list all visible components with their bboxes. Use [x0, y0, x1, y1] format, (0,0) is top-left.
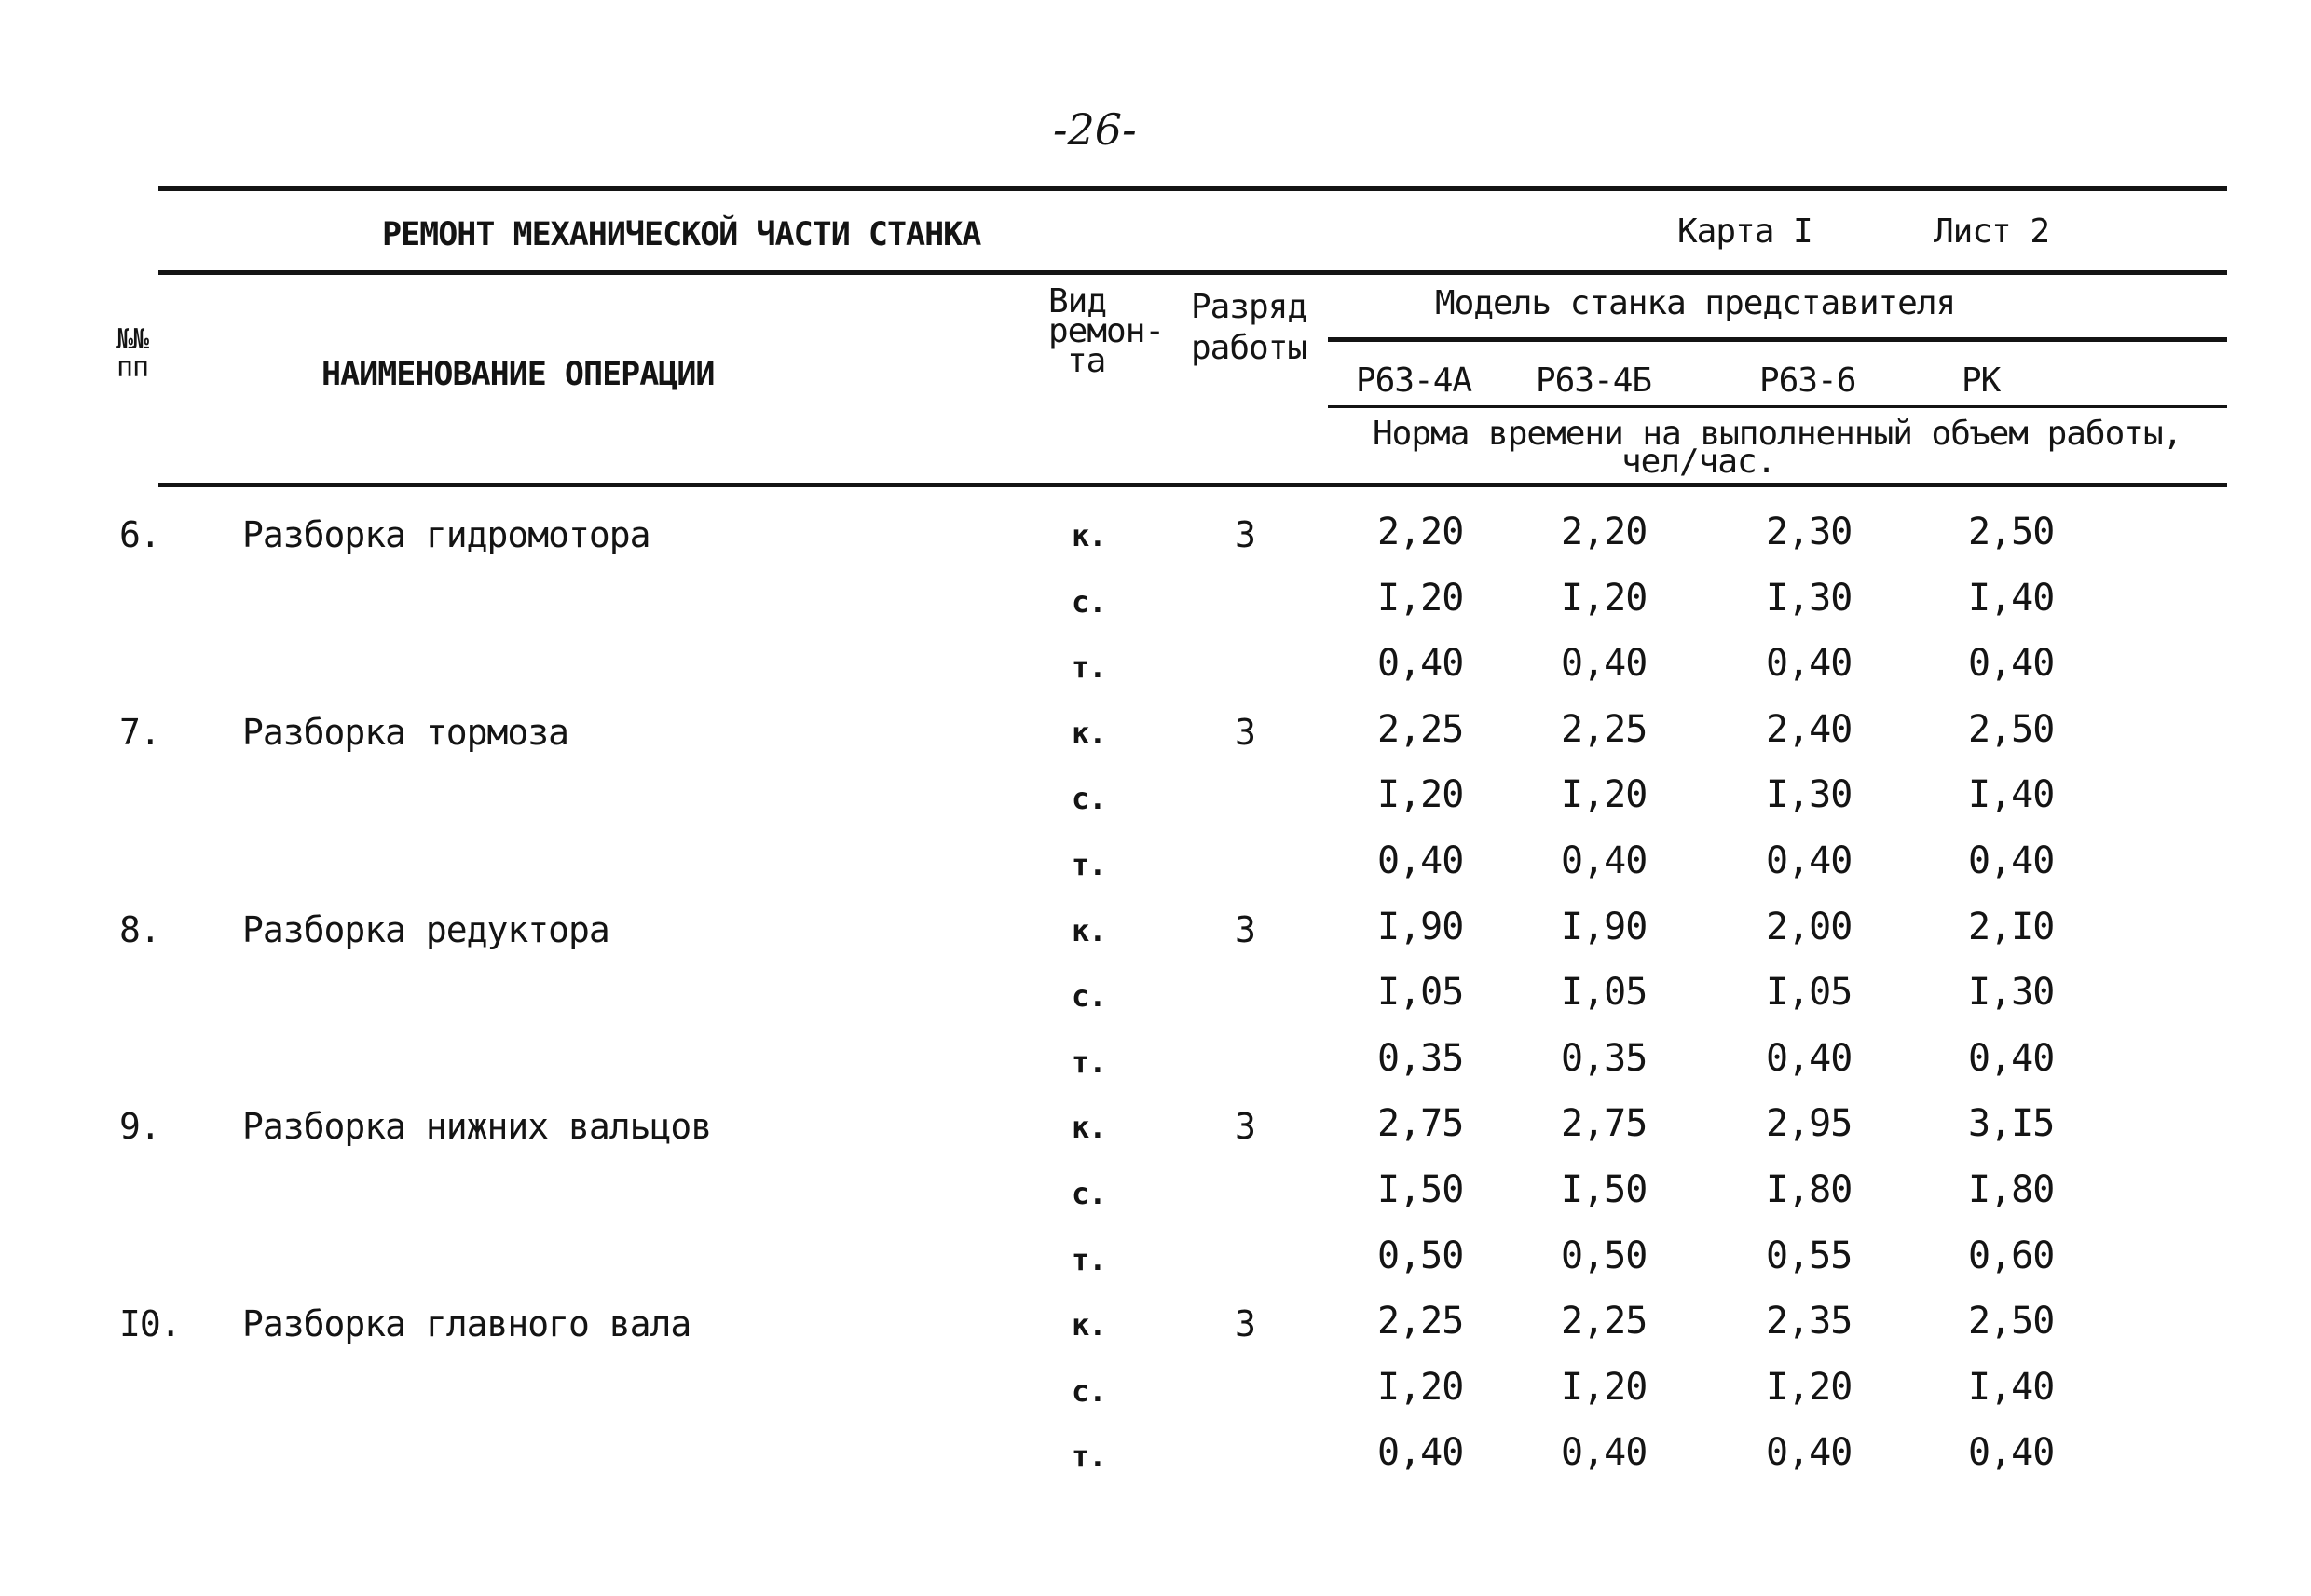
- repair-type-column-header: [1048, 282, 1165, 380]
- page-number: -26-: [1053, 104, 1137, 155]
- norm-value-model-2: I,05: [1561, 971, 1648, 1014]
- norm-header-line-1: Норма времени на выполненный объем работы,: [1373, 415, 2182, 453]
- norm-value-model-1: I,20: [1377, 1366, 1464, 1409]
- models-rule: [1328, 405, 2227, 408]
- model-group-rule: [1328, 337, 2227, 342]
- norm-value-model-3: I,80: [1766, 1168, 1853, 1211]
- repair-type: т.: [1072, 1044, 1106, 1080]
- document-title: РЕМОНТ МЕХАНИЧЕСКОЙ ЧАСТИ СТАНКА: [382, 216, 981, 253]
- model-header-2: Р63-4Б: [1536, 361, 1652, 400]
- norm-value-model-4: I,40: [1968, 577, 2055, 620]
- operation-column-header: НАИМЕНОВАНИЕ ОПЕРАЦИИ: [321, 356, 715, 393]
- norm-value-model-3: 0,40: [1766, 1037, 1853, 1080]
- norm-value-model-4: 3,I5: [1968, 1102, 2055, 1145]
- grade-header-line-2: работы: [1191, 329, 1307, 367]
- top-rule: [158, 186, 2227, 191]
- norm-value-model-2: 0,40: [1561, 1431, 1648, 1474]
- repair-type: т.: [1072, 1439, 1106, 1474]
- norm-value-model-4: 0,40: [1968, 642, 2055, 685]
- norm-value-model-3: I,30: [1766, 773, 1853, 816]
- norm-value-model-2: 0,40: [1561, 839, 1648, 882]
- norm-value-model-4: 2,50: [1968, 1300, 2055, 1343]
- operation-number: 7.: [119, 712, 160, 753]
- norm-value-model-3: 2,40: [1766, 708, 1853, 751]
- norm-value-model-3: 2,00: [1766, 906, 1853, 948]
- operation-grade: 3: [1235, 1106, 1255, 1147]
- norm-header-line-2: чел/час.: [1621, 443, 1776, 481]
- operation-grade: 3: [1235, 514, 1255, 555]
- norm-value-model-2: 2,20: [1561, 511, 1648, 553]
- sheet-label: Лист 2: [1934, 212, 2050, 251]
- norm-value-model-2: I,50: [1561, 1168, 1648, 1211]
- operation-number: 6.: [119, 514, 160, 555]
- title-rule: [158, 270, 2227, 275]
- operation-grade: 3: [1235, 909, 1255, 950]
- model-header-4: РК: [1962, 361, 2001, 400]
- norm-value-model-2: I,20: [1561, 773, 1648, 816]
- norm-value-model-2: 0,50: [1561, 1235, 1648, 1277]
- operation-name: Разборка гидромотора: [242, 514, 650, 555]
- repair-type: к.: [1072, 1307, 1106, 1343]
- norm-value-model-4: 2,50: [1968, 708, 2055, 751]
- norm-value-model-1: 0,40: [1377, 1431, 1464, 1474]
- model-header-3: Р63-6: [1759, 361, 1856, 400]
- norm-value-model-1: 2,25: [1377, 708, 1464, 751]
- norm-value-model-3: 0,40: [1766, 642, 1853, 685]
- card-label: Карта I: [1677, 212, 1812, 251]
- norm-value-model-1: 0,40: [1377, 642, 1464, 685]
- norm-value-model-4: 0,40: [1968, 839, 2055, 882]
- norm-value-model-3: 2,95: [1766, 1102, 1853, 1145]
- norm-value-model-2: 2,25: [1561, 708, 1648, 751]
- repair-type: к.: [1072, 1110, 1106, 1145]
- repair-type: т.: [1072, 847, 1106, 882]
- header-bottom-rule: [158, 483, 2227, 487]
- norm-value-model-1: 2,20: [1377, 511, 1464, 553]
- operation-number: 8.: [119, 909, 160, 950]
- repair-type-header-line-1: Вид: [1048, 282, 1107, 321]
- norm-value-model-1: 0,40: [1377, 839, 1464, 882]
- norm-value-model-1: 0,50: [1377, 1235, 1464, 1277]
- norm-value-model-2: 0,35: [1561, 1037, 1648, 1080]
- norm-value-model-1: I,50: [1377, 1168, 1464, 1211]
- norm-value-model-2: I,20: [1561, 577, 1648, 620]
- number-header-line-1: №№: [116, 323, 149, 356]
- norm-value-model-1: I,20: [1377, 773, 1464, 816]
- norm-value-model-3: 0,40: [1766, 839, 1853, 882]
- operation-number: 9.: [119, 1106, 160, 1147]
- norm-value-model-1: 0,35: [1377, 1037, 1464, 1080]
- norm-value-model-3: 2,30: [1766, 511, 1853, 553]
- norm-value-model-4: I,40: [1968, 773, 2055, 816]
- operation-name: Разборка нижних вальцов: [242, 1106, 712, 1147]
- operation-name: Разборка тормоза: [242, 712, 569, 753]
- operation-number: I0.: [119, 1303, 181, 1344]
- grade-column-header: [1191, 287, 1306, 369]
- norm-value-model-4: I,30: [1968, 971, 2055, 1014]
- repair-type-header-line-2: ремон-: [1048, 312, 1165, 350]
- grade-header-line-1: Разряд: [1191, 288, 1307, 326]
- repair-type: с.: [1072, 1373, 1106, 1409]
- operation-grade: 3: [1235, 712, 1255, 753]
- repair-type: с.: [1072, 978, 1106, 1014]
- repair-type: к.: [1072, 518, 1106, 553]
- repair-type: с.: [1072, 584, 1106, 620]
- norm-value-model-3: 0,55: [1766, 1235, 1853, 1277]
- norm-value-model-3: I,30: [1766, 577, 1853, 620]
- norm-value-model-4: 2,I0: [1968, 906, 2055, 948]
- norm-value-model-3: I,05: [1766, 971, 1853, 1014]
- norm-value-model-1: I,20: [1377, 577, 1464, 620]
- norm-value-model-2: I,20: [1561, 1366, 1648, 1409]
- number-column-header: [116, 323, 149, 384]
- norm-value-model-2: 0,40: [1561, 642, 1648, 685]
- operation-grade: 3: [1235, 1303, 1255, 1344]
- model-group-header: Модель станка представителя: [1435, 284, 1956, 322]
- number-header-line-2: пп: [116, 351, 149, 384]
- norm-value-model-4: 2,50: [1968, 511, 2055, 553]
- norm-value-model-2: 2,25: [1561, 1300, 1648, 1343]
- norm-value-model-4: I,40: [1968, 1366, 2055, 1409]
- norm-value-model-2: I,90: [1561, 906, 1648, 948]
- norm-value-model-1: 2,25: [1377, 1300, 1464, 1343]
- norm-value-model-3: 2,35: [1766, 1300, 1853, 1343]
- operation-name: Разборка редуктора: [242, 909, 609, 950]
- repair-type: с.: [1072, 781, 1106, 816]
- norm-value-model-4: 0,40: [1968, 1431, 2055, 1474]
- norm-value-model-1: I,05: [1377, 971, 1464, 1014]
- repair-type: к.: [1072, 716, 1106, 751]
- norm-value-model-2: 2,75: [1561, 1102, 1648, 1145]
- norm-value-model-1: I,90: [1377, 906, 1464, 948]
- norm-value-model-3: I,20: [1766, 1366, 1853, 1409]
- norm-value-model-3: 0,40: [1766, 1431, 1853, 1474]
- norm-value-model-4: 0,60: [1968, 1235, 2055, 1277]
- norm-value-model-4: I,80: [1968, 1168, 2055, 1211]
- norm-value-model-4: 0,40: [1968, 1037, 2055, 1080]
- model-header-1: Р63-4А: [1356, 361, 1472, 400]
- repair-type: т.: [1072, 649, 1106, 685]
- operation-name: Разборка главного вала: [242, 1303, 691, 1344]
- repair-type: к.: [1072, 913, 1106, 948]
- norm-value-model-1: 2,75: [1377, 1102, 1464, 1145]
- repair-type-header-line-3: та: [1067, 342, 1106, 380]
- repair-type: т.: [1072, 1242, 1106, 1277]
- repair-type: с.: [1072, 1176, 1106, 1211]
